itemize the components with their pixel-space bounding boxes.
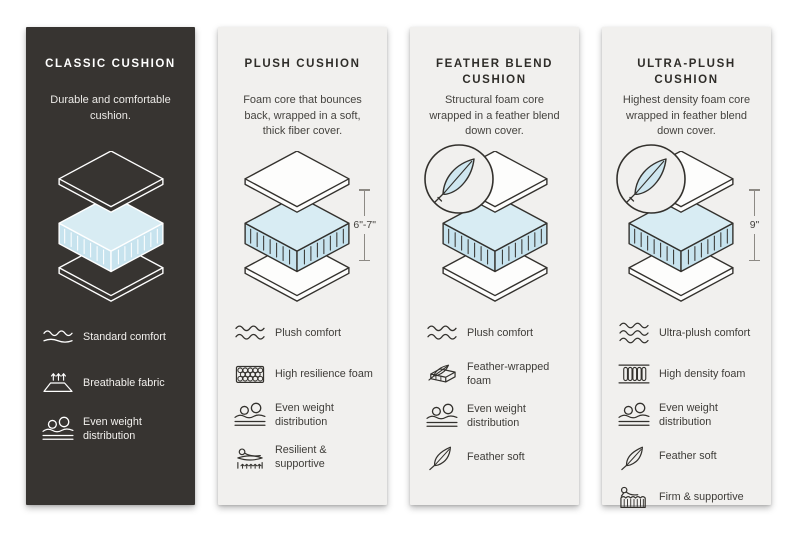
cushion-diagram <box>424 151 565 303</box>
feature-label: High resilience foam <box>275 367 373 380</box>
feature-item <box>424 443 565 471</box>
feature-label: Even weight distribution <box>275 402 334 429</box>
card-title: PLUSH CUSHION <box>244 58 361 70</box>
cushion-diagram <box>40 151 181 303</box>
cushion-layers-illustration <box>234 151 360 303</box>
dimension-label: 6"-7" <box>353 219 376 231</box>
card-description: Structural foam core wrapped in a feather blend down cover. <box>429 94 560 138</box>
feather-icon <box>424 443 460 471</box>
dimension-line <box>364 234 365 260</box>
even-weight-icon <box>616 401 652 429</box>
card-title: CLASSIC CUSHION <box>45 58 176 70</box>
feature-item <box>424 402 565 431</box>
foam-cells-icon <box>232 360 268 388</box>
feature-label: Feather soft <box>659 450 717 463</box>
waves-plush-icon <box>232 319 268 347</box>
dimension-line <box>754 191 755 217</box>
feature-item <box>232 360 373 388</box>
feature-label: Firm & supportive <box>659 491 744 504</box>
cushion-diagram <box>616 151 760 303</box>
dimension-cap <box>359 260 370 262</box>
feather-magnifier-badge <box>422 142 496 216</box>
feature-label: Even weight distribution <box>467 402 526 429</box>
feature-label: Breathable fabric <box>83 376 165 389</box>
feature-label: Feather-wrapped foam <box>467 361 550 388</box>
feature-item <box>232 401 373 430</box>
feather-wrapped-foam-icon <box>424 360 460 388</box>
feature-label: Even weight distribution <box>659 402 718 429</box>
feature-label: Even weight distribution <box>83 416 142 443</box>
feature-item <box>232 443 373 472</box>
high-density-foam-icon <box>616 360 652 388</box>
firm-supportive-icon <box>616 484 652 512</box>
even-weight-icon <box>40 415 76 443</box>
feature-item <box>40 415 181 444</box>
feature-label: High density foam <box>659 367 746 380</box>
resilient-supportive-icon <box>232 443 268 471</box>
height-dimension <box>353 189 376 261</box>
card-description: Durable and comfortable cushion. <box>50 94 171 122</box>
cushion-diagram <box>232 151 376 303</box>
dimension-cap <box>749 260 760 262</box>
feature-item <box>40 369 181 397</box>
waves-standard-icon <box>40 323 76 351</box>
feature-list <box>40 323 181 444</box>
card-classic-cushion <box>26 27 195 505</box>
feature-item <box>616 401 757 430</box>
breathable-fabric-icon <box>40 369 76 397</box>
feature-label: Resilient & supportive <box>275 443 327 470</box>
dimension-line <box>754 234 755 260</box>
cushion-layers-illustration <box>48 151 174 303</box>
cards-row <box>26 27 771 505</box>
feature-list <box>424 319 565 471</box>
dimension-line <box>364 191 365 217</box>
feature-item <box>616 443 757 471</box>
feature-item <box>424 360 565 389</box>
card-description: Foam core that bounces back, wrapped in a soft, thick fiber cover. <box>243 94 362 138</box>
feature-label: Standard comfort <box>83 330 166 343</box>
waves-plush-icon <box>424 319 460 347</box>
dimension-label: 9" <box>749 219 760 232</box>
feature-list <box>616 319 757 512</box>
feather-icon <box>616 443 652 471</box>
card-description: Highest density foam core wrapped in feather blend down cover. <box>622 94 751 138</box>
feature-list <box>232 319 373 471</box>
feature-item <box>616 360 757 388</box>
feature-item <box>40 323 181 351</box>
even-weight-icon <box>424 402 460 430</box>
feature-item <box>232 319 373 347</box>
feature-label: Plush comfort <box>275 326 342 339</box>
height-dimension <box>749 189 760 261</box>
feature-item <box>616 319 757 347</box>
feather-magnifier-badge <box>614 142 688 216</box>
feature-label: Plush comfort <box>467 326 534 339</box>
card-plush-cushion <box>218 27 387 505</box>
feature-item <box>424 319 565 347</box>
card-title: ULTRA-PLUSH CUSHION <box>637 58 736 86</box>
even-weight-icon <box>232 401 268 429</box>
card-feather-blend-cushion <box>410 27 579 505</box>
feature-label: Feather soft <box>467 450 525 463</box>
card-title: FEATHER BLEND CUSHION <box>435 58 554 86</box>
feature-label: Ultra-plush comfort <box>659 326 751 339</box>
card-ultra-plush-cushion <box>602 27 771 505</box>
waves-ultra-plush-icon <box>616 319 652 347</box>
feature-item <box>616 484 757 512</box>
